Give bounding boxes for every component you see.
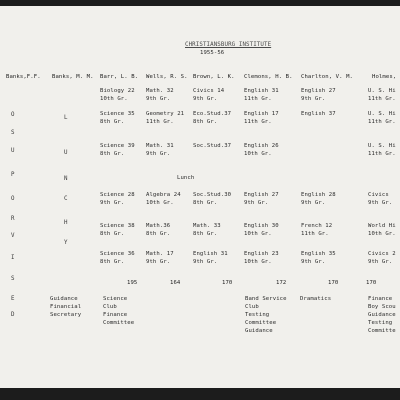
schedule-cell-grade: 8th Gr. [100, 231, 125, 237]
margin-letter: V [11, 233, 15, 239]
schedule-cell-grade: 10th Gr. [100, 96, 128, 102]
teacher-name: Banks, M. M. [52, 74, 94, 80]
schedule-cell-grade: 9th Gr. [244, 200, 269, 206]
schedule-cell-grade: 11th Gr. [368, 151, 396, 157]
period-total: 172 [276, 280, 287, 286]
margin-letter: U [11, 148, 15, 154]
schedule-cell-grade: 8th Gr. [100, 259, 125, 265]
duty-text: Testing [368, 320, 393, 326]
margin-letter: H [64, 220, 68, 226]
schedule-cell-grade: 9th Gr. [100, 200, 125, 206]
period-total: 195 [127, 280, 138, 286]
teacher-name: Holmes, [372, 74, 397, 80]
schedule-cell-grade: 10th Gr. [244, 259, 272, 265]
margin-letter: E [11, 296, 15, 302]
schedule-cell-subject: English 23 [244, 251, 279, 257]
duty-text: Committee [245, 320, 277, 326]
schedule-cell-subject: Eco.Stud.37 [193, 111, 232, 117]
schedule-cell-grade: 11th Gr. [244, 96, 272, 102]
schedule-cell-subject: Soc.Stud.30 [193, 192, 232, 198]
schedule-cell-subject: World Hi [368, 223, 396, 229]
schedule-cell-subject: English 31 [244, 88, 279, 94]
schedule-cell-grade: 8th Gr. [146, 231, 171, 237]
teacher-name: Brown, L. K. [193, 74, 235, 80]
schedule-cell-grade: 8th Gr. [100, 119, 125, 125]
margin-letter: S [11, 130, 15, 136]
duty-text: Financial [50, 304, 82, 310]
duty-text: Club [245, 304, 259, 310]
schedule-cell-subject: Math. 32 [146, 88, 174, 94]
schedule-cell-subject: English 27 [244, 192, 279, 198]
duty-text: Finance [368, 296, 393, 302]
schedule-cell-subject: Science 35 [100, 111, 135, 117]
schedule-cell-subject: Math. 31 [146, 143, 174, 149]
schedule-cell-subject: English 37 [301, 111, 336, 117]
duty-text: Boy Scou [368, 304, 396, 310]
schedule-cell-subject: Math.36 [146, 223, 171, 229]
schedule-cell-subject: Science 38 [100, 223, 135, 229]
duty-text: Band Service [245, 296, 287, 302]
margin-letter: Y [64, 240, 68, 246]
margin-letter: O [11, 196, 15, 202]
schedule-cell-subject: Civics 14 [193, 88, 225, 94]
schedule-cell-grade: 11th Gr. [301, 231, 329, 237]
schedule-cell-grade: 8th Gr. [193, 231, 218, 237]
teacher-name: Wells, R. S. [146, 74, 188, 80]
schedule-cell-subject: Science 36 [100, 251, 135, 257]
period-total: 170 [366, 280, 377, 286]
duty-text: Dramatics [300, 296, 332, 302]
schedule-cell-grade: 9th Gr. [301, 259, 326, 265]
margin-letter: L [64, 115, 68, 121]
teacher-name: Clemons, H. B. [244, 74, 293, 80]
schedule-cell-subject: Algebra 24 [146, 192, 181, 198]
schedule-cell-subject: Math. 33 [193, 223, 221, 229]
duty-text: Testing [245, 312, 270, 318]
schedule-cell-grade: 9th Gr. [368, 200, 393, 206]
schedule-cell-grade: 10th Gr. [244, 231, 272, 237]
duty-text: Finance [103, 312, 128, 318]
schedule-cell-subject: U. S. Hi [368, 111, 396, 117]
lunch-label: Lunch [177, 175, 195, 181]
period-total: 170 [328, 280, 339, 286]
schedule-cell-grade: 9th Gr. [301, 96, 326, 102]
schedule-cell-grade: 11th Gr. [146, 119, 174, 125]
duty-text: Committe [368, 328, 396, 334]
schedule-cell-subject: Civics 2 [368, 251, 396, 257]
schedule-cell-grade: 11th Gr. [368, 119, 396, 125]
schedule-cell-subject: Science 28 [100, 192, 135, 198]
duty-text: Science [103, 296, 128, 302]
schedule-cell-grade: 8th Gr. [193, 200, 218, 206]
period-total: 170 [222, 280, 233, 286]
schedule-cell-grade: 9th Gr. [301, 200, 326, 206]
schedule-cell-subject: English 35 [301, 251, 336, 257]
margin-letter: S [11, 276, 15, 282]
teacher-name: Banks,F.F. [6, 74, 41, 80]
document-title: CHRISTIANSBURG INSTITUTE [185, 42, 272, 48]
margin-letter: N [64, 176, 68, 182]
duty-text: Guidance [368, 312, 396, 318]
schedule-cell-grade: 9th Gr. [146, 96, 171, 102]
teacher-name: Charlton, V. M. [301, 74, 354, 80]
schedule-cell-subject: English 27 [301, 88, 336, 94]
schedule-cell-grade: 9th Gr. [193, 259, 218, 265]
schedule-cell-subject: English 30 [244, 223, 279, 229]
schedule-cell-subject: Science 39 [100, 143, 135, 149]
document-page [0, 6, 400, 388]
duty-text: Guidance [50, 296, 78, 302]
schedule-cell-grade: 9th Gr. [368, 259, 393, 265]
schedule-cell-subject: Civics [368, 192, 389, 198]
document-year: 1955-56 [200, 50, 225, 56]
schedule-cell-subject: English 28 [301, 192, 336, 198]
teacher-name: Barr, L. B. [100, 74, 139, 80]
schedule-cell-subject: Math. 17 [146, 251, 174, 257]
schedule-cell-grade: 9th Gr. [146, 259, 171, 265]
schedule-cell-grade: 10th Gr. [368, 231, 396, 237]
schedule-cell-subject: U. S. Hi [368, 88, 396, 94]
margin-letter: U [64, 150, 68, 156]
schedule-cell-subject: Soc.Stud.37 [193, 143, 232, 149]
period-total: 164 [170, 280, 181, 286]
schedule-cell-subject: English 31 [193, 251, 228, 257]
schedule-cell-subject: Biology 22 [100, 88, 135, 94]
schedule-cell-grade: 11th Gr. [244, 119, 272, 125]
margin-letter: P [11, 172, 15, 178]
schedule-cell-grade: 9th Gr. [193, 96, 218, 102]
schedule-cell-grade: 10th Gr. [244, 151, 272, 157]
duty-text: Guidance [245, 328, 273, 334]
schedule-cell-subject: English 17 [244, 111, 279, 117]
schedule-cell-grade: 9th Gr. [146, 151, 171, 157]
margin-letter: R [11, 216, 15, 222]
schedule-cell-subject: English 26 [244, 143, 279, 149]
margin-letter: C [64, 196, 68, 202]
duty-text: Secretary [50, 312, 82, 318]
schedule-cell-grade: 8th Gr. [100, 151, 125, 157]
duty-text: Committee [103, 320, 135, 326]
schedule-cell-grade: 10th Gr. [146, 200, 174, 206]
margin-letter: O [11, 112, 15, 118]
duty-text: Club [103, 304, 117, 310]
schedule-cell-grade: 11th Gr. [368, 96, 396, 102]
margin-letter: D [11, 312, 15, 318]
margin-letter: I [11, 255, 15, 261]
schedule-cell-subject: U. S. Hi [368, 143, 396, 149]
schedule-cell-subject: Geometry 21 [146, 111, 185, 117]
schedule-cell-grade: 8th Gr. [193, 119, 218, 125]
schedule-cell-subject: French 12 [301, 223, 333, 229]
